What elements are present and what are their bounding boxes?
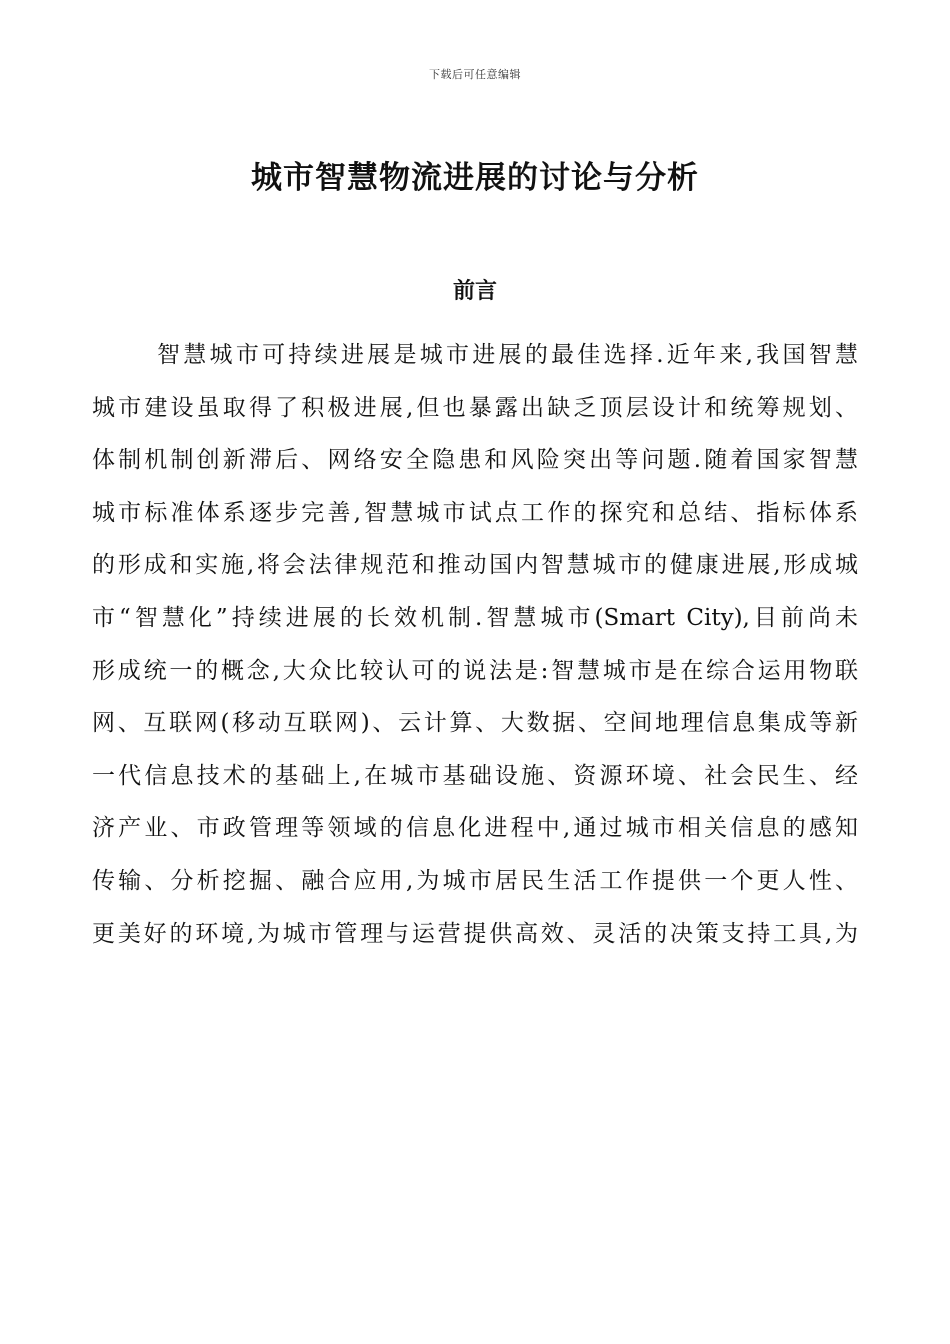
paragraph-line: 城市标准体系逐步完善,智慧城市试点工作的探究和总结、指标体系 xyxy=(92,499,858,526)
paragraph-line: 体制机制创新滞后、网络安全隐患和风险突出等问题.随着国家智慧 xyxy=(92,447,858,474)
paragraph-line: 市“智慧化”持续进展的长效机制.智慧城市(Smart City),目前尚未 xyxy=(92,604,858,631)
paragraph-line: 更美好的环境,为城市管理与运营提供高效、灵活的决策支持工具,为 xyxy=(92,920,858,947)
document-title: 城市智慧物流进展的讨论与分析 xyxy=(251,160,699,196)
paragraph-line: 形成统一的概念,大众比较认可的说法是:智慧城市是在综合运用物联 xyxy=(92,657,858,684)
paragraph-line: 的形成和实施,将会法律规范和推动国内智慧城市的健康进展,形成城 xyxy=(92,552,858,579)
paragraph-line: 传输、分析挖掘、融合应用,为城市居民生活工作提供一个更人性、 xyxy=(92,867,858,894)
paragraph-line: 网、互联网(移动互联网)、云计算、大数据、空间地理信息集成等新 xyxy=(92,710,858,737)
body-paragraph xyxy=(92,340,858,971)
paragraph-line: 城市建设虽取得了积极进展,但也暴露出缺乏顶层设计和统筹规划、 xyxy=(92,394,858,421)
section-heading-preface: 前言 xyxy=(452,279,497,304)
paragraph-line: 智慧城市可持续进展是城市进展的最佳选择.近年来,我国智慧 xyxy=(157,342,858,368)
paragraph-line: 一代信息技术的基础上,在城市基础设施、资源环境、社会民生、经 xyxy=(92,762,858,789)
header-note: 下载后可任意编辑 xyxy=(429,68,521,81)
paragraph-line: 济产业、市政管理等领域的信息化进程中,通过城市相关信息的感知 xyxy=(92,815,858,842)
